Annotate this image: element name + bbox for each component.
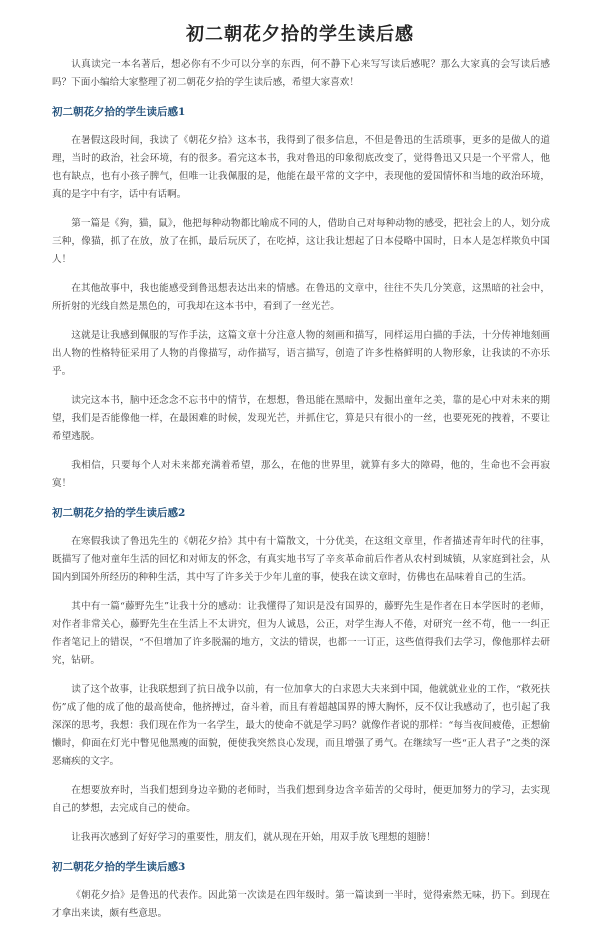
section-1-paragraph: 在其他故事中，我也能感受到鲁迅想表达出来的情感。在鲁迅的文章中，往往不失几分笑意，这黑暗的社会中，所折射的光线自然是黑色的，可我却在这本书中，看到了一丝光芒。 bbox=[52, 283, 550, 312]
section-2-paragraph: 在寒假我读了鲁迅先生的《朝花夕拾》其中有十篇散文，十分优美，在这组文章里，作者描述青年时代的往事，既描写了他对童年生活的回忆和对师友的怀念，有真实地书写了辛亥革命前后作者从农村到城镇，从家庭到社会，从国内到国外所经历的种种生活，其中写了许多关于少年儿童的事，使我在读文章时，仿佛也在品味着自己的生活。 bbox=[52, 536, 550, 583]
article-body bbox=[52, 56, 550, 934]
section-1-paragraph: 第一篇是《狗，猫，鼠》，他把每种动物都比喻成不同的人，借助自己对每种动物的感受，把社会上的人，划分成三种，像猫，抓了在放，放了在抓，最后玩厌了，在吃掉，这让我让想起了日本侵略中国时，日本人是怎样欺负中国人！ bbox=[52, 218, 550, 265]
section-2-paragraph: 读了这个故事，让我联想到了抗日战争以前，有一位加拿大的白求恩大夫来到中国，他就就业业的工作，“救死扶伤”成了他的成了他的最高使命，他挤搏过，奋斗着，而且有着超越国界的博大胸怀，反不仅让我感动了，也引起了我深深的思考，我想：我们现在作为一名学生，最大的使命不就是学习吗？就像作者说的那样：“每当夜间疲倦，正想偷懒时，仰面在灯光中瞥见他黑瘦的面貌，便使我突然良心发现，而且增强了勇气。在继续写一些“正人君子”之类的深恶痛疾的文字。 bbox=[52, 684, 550, 767]
section-2-paragraph: 在想要放弃时，当我们想到身边辛勤的老师时，当我们想到身边含辛茹苦的父母时，便更加努力的学习，去实现自己的梦想，去完成自己的使命。 bbox=[52, 785, 550, 814]
section-1-paragraph: 在暑假这段时间，我读了《朝花夕拾》这本书，我得到了很多信息，不但是鲁迅的生活琐事，更多的是做人的道理，当时的政治，社会环境，有的很多。看完这本书，我对鲁迅的印象彻底改变了，觉得鲁迅又只是一个平常人，他也有缺点，也有小孩子脾气，但唯一让我佩服的是，他能在最平常的文字中，表现他的爱国情怀和当地的政治环境，真的是字中有字，话中有话啊。 bbox=[52, 135, 550, 200]
intro-paragraph: 认真读完一本名著后，想必你有不少可以分享的东西，何不静下心来写写读后感呢？那么大家真的会写读后感吗？下面小编给大家整理了初二朝花夕拾的学生读后感，希望大家喜欢！ bbox=[52, 59, 550, 88]
section-2-paragraph: 让我再次感到了好好学习的重要性，朋友们，就从现在开始，用双手放飞理想的翅膀！ bbox=[71, 832, 436, 843]
section-2-paragraph: 其中有一篇“藤野先生”让我十分的感动：让我懂得了知识是没有国界的，藤野先生是作者在日本学医时的老师，对作者非常关心，藤野先生在生活上不太讲究，但为人诚恳，公正，对学生海人不倦，对研究一丝不苟，他一一纠正作者笔记上的错误，“不但增加了许多脱漏的地方，文法的错误，也都一一订正，这些值得我们去学习，像他那样去研究，钻研。 bbox=[52, 601, 550, 666]
section-1-paragraph: 我相信，只要每个人对未来都充满着希望，那么，在他的世界里，就算有多大的障碍，他的，生命也不会再寂寞！ bbox=[52, 460, 550, 489]
section-heading-2: 初二朝花夕拾的学生读后感2 bbox=[52, 507, 186, 519]
page-title: 初二朝花夕拾的学生读后感 bbox=[186, 24, 414, 45]
section-heading-1: 初二朝花夕拾的学生读后感1 bbox=[52, 106, 186, 118]
section-heading-3: 初二朝花夕拾的学生读后感3 bbox=[52, 861, 186, 873]
section-1-paragraph: 这就是让我感到佩服的写作手法，这篇文章十分注意人物的刻画和描写，同样运用白描的手法，十分传神地刻画出人物的性格特征采用了人物的肖像描写，动作描写，语言描写，创造了许多性格鲜明的人物形象，让我读的不亦乐乎。 bbox=[52, 330, 550, 377]
section-1-paragraph: 读完这本书，脑中还念念不忘书中的情节，在想想，鲁迅能在黑暗中，发掘出童年之美，靠的是心中对未来的期望，我们是否能像他一样，在最困难的时候，发现光芒，并抓住它，算是只有很小的一丝，也要死死的拽着，不要让希望逃脱。 bbox=[52, 395, 550, 442]
section-3-paragraph: 《朝花夕拾》是鲁迅的代表作。因此第一次读是在四年级时。第一篇读到一半时，觉得索然无味，扔下。到现在才拿出来读，颇有些意思。 bbox=[52, 890, 550, 919]
